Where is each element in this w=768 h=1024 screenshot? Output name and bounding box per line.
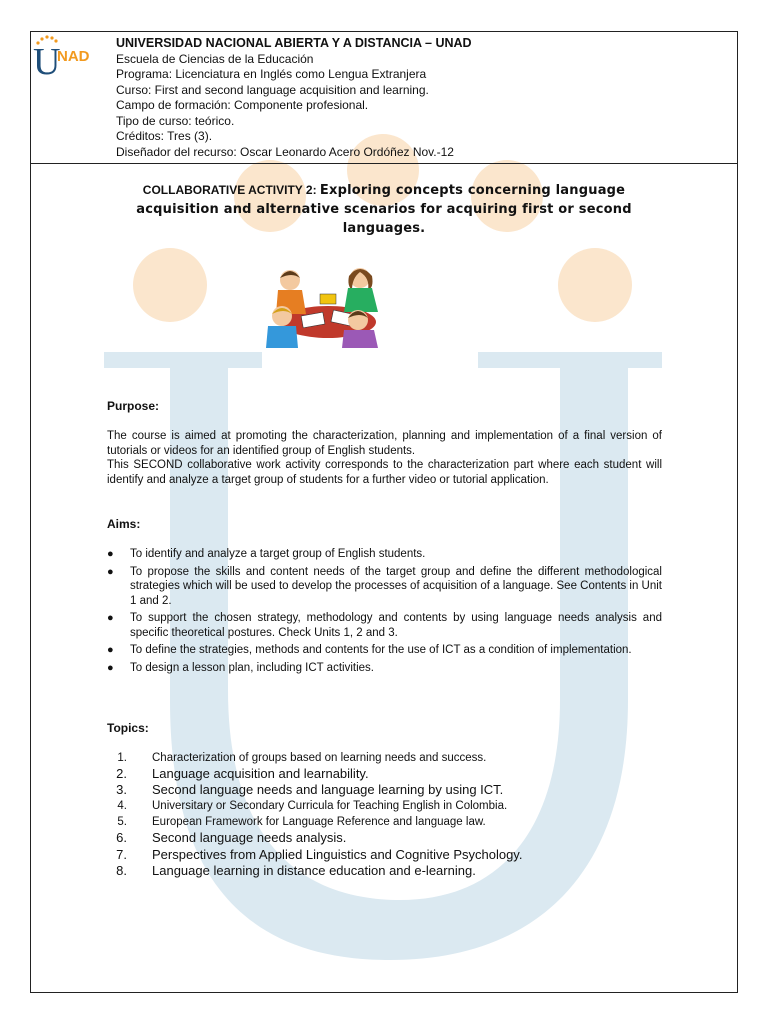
- topic-text: Perspectives from Applied Linguistics and Cognitive Psychology.: [152, 846, 523, 862]
- topic-text: Language acquisition and learnability.: [152, 766, 369, 782]
- topic-number: 8.: [116, 862, 127, 878]
- aims-item-text: To support the chosen strategy, methodology and contents by using language needs analysis and specific theoretical postures. Check Units 1, 2 and 3.: [130, 612, 662, 639]
- logo-u: U: [33, 41, 61, 80]
- topic-number: 4.: [117, 800, 127, 813]
- course-header: [116, 36, 472, 160]
- children-studying-clipart: [262, 258, 394, 348]
- designer-line: Diseñador del recurso: Oscar Leonardo Acero Ordóñez Nov.-12: [116, 144, 454, 159]
- topic-text: Second language needs analysis.: [152, 830, 347, 846]
- field-line: Campo de formación: Componente profesional.: [116, 98, 369, 112]
- university-name: UNIVERSIDAD NACIONAL ABIERTA Y A DISTANCIA – UNAD: [116, 36, 472, 50]
- bullet-icon: ●: [107, 548, 114, 560]
- activity-title-description: Exploring concepts concerning language acquisition and alternative scenarios for acquiring first or second languages.: [136, 183, 632, 236]
- bullet-icon: ●: [107, 612, 114, 624]
- topics-list-item: [107, 863, 662, 879]
- topic-number: 5.: [117, 816, 127, 829]
- course-line: Curso: First and second language acquisition and learning.: [116, 82, 429, 97]
- aims-item-text: To design a lesson plan, including ICT activities.: [130, 661, 374, 674]
- credits-line: Créditos: Tres (3).: [116, 129, 213, 143]
- topic-text: Language learning in distance education and e-learning.: [152, 862, 476, 878]
- aims-item-text: To define the strategies, methods and contents for the use of ICT as a condition of implementation.: [130, 644, 632, 656]
- topic-text: Universitary or Secondary Curricula for Teaching English in Colombia.: [152, 800, 508, 813]
- topic-text: Characterization of groups based on learning needs and success.: [152, 752, 487, 764]
- topic-number: 6.: [116, 830, 127, 846]
- topic-text: European Framework for Language Reference and language law.: [152, 816, 486, 829]
- aims-item-text: To identify and analyze a target group of English students.: [130, 548, 426, 560]
- bullet-icon: ●: [107, 661, 114, 674]
- topic-text: Second language needs and language learning by using ICT.: [152, 782, 504, 798]
- purpose-paragraph-1: The course is aimed at promoting the characterization, planning and implementation of a final version of tutorials or videos for an identified group of English students.: [107, 430, 662, 457]
- activity-title-lead: COLLABORATIVE ACTIVITY 2:: [142, 183, 320, 197]
- aims-list-item: [107, 611, 662, 640]
- header-divider: [30, 163, 738, 164]
- topics-list-item: [107, 766, 662, 782]
- logo-nad: NAD: [57, 48, 90, 65]
- purpose-body: [107, 429, 662, 487]
- purpose-paragraph-2: This SECOND collaborative work activity corresponds to the characterization part where each student will identify and analyze a target group of students for a further video or tutorial application.: [107, 459, 662, 486]
- bullet-icon: ●: [107, 644, 114, 656]
- topics-list-item: [107, 814, 662, 830]
- topic-number: 1.: [117, 752, 127, 764]
- topics-list-item: [107, 750, 662, 766]
- topic-number: 3.: [116, 782, 127, 798]
- school-name: Escuela de Ciencias de la Educación: [116, 51, 314, 66]
- topics-list-item: [107, 782, 662, 798]
- aims-list-item: [107, 547, 662, 562]
- topics-list-item: [107, 847, 662, 863]
- aims-list-item: [107, 565, 662, 609]
- topics-list-item: [107, 830, 662, 846]
- aims-heading: Aims:: [107, 517, 141, 531]
- topic-number: 2.: [116, 766, 127, 782]
- program-line: Programa: Licenciatura en Inglés como Lengua Extranjera: [116, 67, 427, 81]
- aims-list-item: [107, 643, 662, 658]
- bullet-icon: ●: [107, 565, 114, 578]
- aims-list-item: [107, 661, 662, 676]
- unad-logo: [32, 34, 98, 80]
- activity-title: [110, 181, 658, 238]
- course-type-line: Tipo de curso: teórico.: [116, 113, 235, 128]
- topics-heading: Topics:: [107, 721, 149, 735]
- aims-list: [107, 547, 662, 678]
- topics-list: [107, 750, 662, 879]
- topics-list-item: [107, 798, 662, 814]
- topic-number: 7.: [116, 846, 127, 862]
- purpose-heading: Purpose:: [107, 399, 160, 413]
- aims-item-text: To propose the skills and content needs of the target group and define the different methodological strategies which will be used to develop the processes of acquisition of a language. See Contents in Unit 1 and 2.: [130, 565, 662, 607]
